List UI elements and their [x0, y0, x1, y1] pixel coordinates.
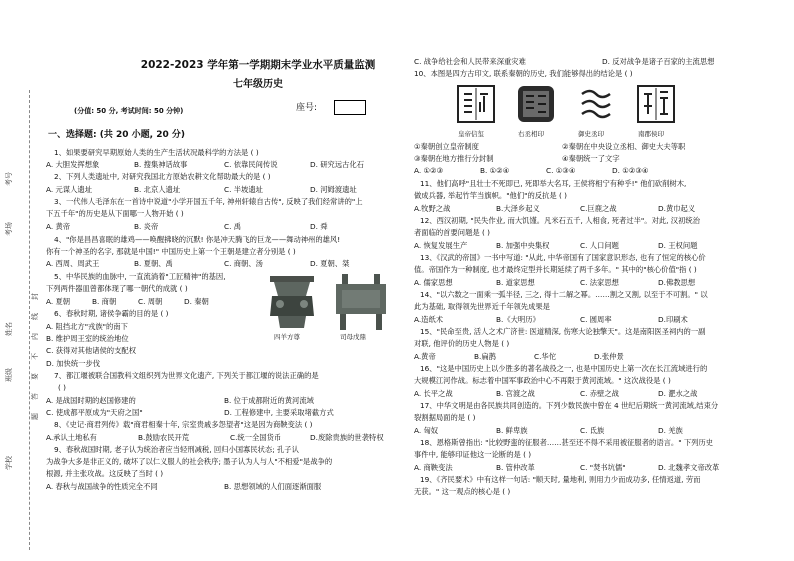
question-4-line2: 你有一个神圣的名字, 那就是中国!" 中国历史上第一个王朝是建立者分别是 ( ) — [46, 247, 296, 256]
q2-option-b: B. 北京人遗址 — [134, 185, 181, 194]
question-16-line1: 16、"这是中国历史上以少胜多的著名战役之一, 也是中国历史上第一次在长江流域进行的 — [420, 364, 708, 373]
question-14-line1: 14、"以六数之一面乘一弧半径, 三之, 得十二解之幂。……割之又割, 以至于不可割。" 以 — [420, 290, 708, 299]
q13-option-a: A. 儒家思想 — [414, 278, 453, 287]
question-11-line1: 11、他们高呼"且壮士不死即已, 死即举大名耳, 王侯将相宁有种乎!" 他们砍削树木, — [420, 179, 687, 188]
question-10: 10、本图是四方古印文, 联系秦朝的历史, 我们能够得出的结论是 ( ) — [414, 69, 633, 78]
seal-caption-1: 皇帝信玺 — [458, 130, 484, 138]
q10-option-d: D. ①②③④ — [612, 166, 649, 175]
q12-option-c: C. 人口问题 — [580, 241, 619, 250]
q16-option-b: B. 官渡之战 — [496, 389, 535, 398]
question-13-line2: 值。帝国作为一种制度, 也才最终定型并长期延续了两千多年。" 其中的"核心价值"指 ( ) — [414, 265, 697, 274]
question-15-line1: 15、"民命至贵, 活人之术广济世: 医道精深, 伤寒大论独擎天"。这是南阳医圣祠内的一副 — [420, 327, 706, 336]
q15-option-c: C.华佗 — [534, 352, 557, 361]
question-18-line1: 18、恩格斯曾指出: "比较野蛮的征服者……甚至还不得不采用被征服者的语言。" 下列历史 — [420, 438, 714, 447]
q16-option-d: D. 淝水之战 — [658, 389, 698, 398]
q16-option-a: A. 长平之战 — [414, 389, 453, 398]
seal-line — [29, 90, 30, 550]
q16-option-c: C. 赤壁之战 — [580, 389, 619, 398]
q13-option-d: D.佛教思想 — [658, 278, 696, 287]
question-9-line1: 9、春秋战国时期, 老子认为统治者应当轻刑减税, 回归小国寡民状态; 孔子认 — [54, 445, 299, 454]
margin-label-school: 学校 — [5, 456, 13, 470]
q17-option-a: A. 匈奴 — [414, 426, 439, 435]
q8-option-b: B.鼓励农民开荒 — [138, 433, 190, 442]
margin-label-exam-no: 考号 — [5, 172, 13, 186]
q1-option-b: B. 搜集神话故事 — [134, 160, 188, 169]
q10-item-3: ③秦朝在地方推行分封制 — [414, 154, 494, 163]
q3-option-a: A. 黄帝 — [46, 222, 71, 231]
question-8: 8、《史记·商君列传》载"商君相秦十年, 宗室贵戚多怨望者"这是因为商鞅变法 ( ) — [54, 420, 313, 429]
q11-option-a: A.牧野之战 — [414, 204, 451, 213]
q12-option-a: A. 恢复发展生产 — [414, 241, 468, 250]
q14-option-d: D.印刷术 — [658, 315, 688, 324]
q10-option-a: A. ①②③ — [414, 166, 444, 175]
q7-option-b: B. 位于成都附近的黄河流域 — [224, 396, 314, 405]
q5-option-c: C. 周朝 — [138, 297, 163, 306]
q7-option-d: D. 工程修建中, 主要采取堵截方式 — [224, 408, 334, 417]
q7-option-a: A. 是战国时期的赵国修建的 — [46, 396, 136, 405]
ritual-bronze-zun-image — [266, 272, 318, 332]
q1-option-a: A. 大胆发挥想象 — [46, 160, 100, 169]
q8-option-c: C.统一全国货币 — [230, 433, 282, 442]
margin-label-class: 班级 — [5, 368, 13, 382]
q18-option-d: D. 北魏孝文帝改革 — [658, 463, 720, 472]
zun-caption: 四羊方尊 — [274, 333, 300, 341]
seal-icon-4 — [636, 84, 676, 124]
q13-option-c: C. 法家思想 — [580, 278, 619, 287]
question-3-line1: 3、一代伟人毛泽东在一首诗中说道"小学开国五千年, 神州轩辕自古传", 反映了我们经常讲的"上 — [54, 197, 363, 206]
q2-option-c: C. 半坡遗址 — [224, 185, 263, 194]
left-column — [44, 0, 402, 500]
q18-option-a: A. 商鞅变法 — [414, 463, 453, 472]
margin-label-must: 要 — [31, 373, 39, 380]
q12-option-d: D. 王权问题 — [658, 241, 698, 250]
q3-option-d: D. 舜 — [310, 222, 328, 231]
question-12-line1: 12、西汉初期, "民失作业, 而大饥馑。凡米石五千, 人相食, 死者过半"。对此, 汉初统治 — [420, 216, 700, 225]
margin-label-line: 线 — [31, 313, 39, 320]
seat-label: 座号: — [296, 103, 318, 113]
q17-option-c: C. 氐族 — [580, 426, 605, 435]
question-7-line1: 7、都江堰被联合国教科文组织列为世界文化遗产, 下列关于都江堰的说法正确的是 — [54, 371, 319, 380]
question-9-line3: 根源, 并主张攻战。这反映了当时 ( ) — [46, 469, 164, 478]
q2-option-a: A. 元谋人遗址 — [46, 185, 92, 194]
q7-option-c: C. 使成都平原成为"天府之国" — [46, 408, 143, 417]
question-11-line2: 做成兵器, 举起竹竿当旗帜。"他们"的反抗是 ( ) — [414, 191, 568, 200]
q11-option-d: D.黄巾起义 — [658, 204, 696, 213]
question-5-line1: 5、中华民族的血脉中, 一直流淌着"工匠精神"的基因, — [54, 272, 226, 281]
q3-option-c: C. 禹 — [224, 222, 242, 231]
q17-option-b: B. 鲜卑族 — [496, 426, 528, 435]
q6-option-a: A. 阻挡北方"戎族"的南下 — [46, 322, 128, 331]
question-14-line2: 此为基础, 取得领先世界近千年领先成果是 — [414, 302, 550, 311]
q9-option-d: D. 反对战争是诸子百家的主流思想 — [602, 57, 715, 66]
q9-option-b: B. 思想领域的人们面逐渐面服 — [224, 482, 322, 491]
question-3-line2: 下五千年"的历史是从下面哪一人物开始 ( ) — [46, 209, 184, 218]
q1-option-d: D. 研究远古化石 — [310, 160, 365, 169]
q10-option-c: C. ①③④ — [546, 166, 576, 175]
q6-option-d: D. 加快统一步伐 — [46, 359, 101, 368]
q14-option-b: B.《大明历》 — [496, 315, 540, 324]
q6-option-b: B. 维护周王室的统治地位 — [46, 334, 129, 343]
q11-option-b: B.大泽乡起义 — [496, 204, 540, 213]
q5-option-b: B. 商朝 — [92, 297, 117, 306]
q18-option-c: C. "焚书坑儒" — [580, 463, 626, 472]
right-column — [412, 0, 787, 500]
binding-margin — [0, 0, 40, 561]
margin-label-not: 不 — [31, 353, 39, 360]
question-4-line1: 4、"你是昌昌喜眠的雄鸡——唤醒拂晓的沉默! 你是冲天腾飞的巨龙——舞动神州的雄风! — [54, 235, 341, 244]
q4-option-a: A. 西周、周武王 — [46, 259, 100, 268]
exam-subject: 七年级历史 — [233, 79, 283, 90]
seal-caption-2: 右丞相印 — [518, 130, 544, 138]
q1-option-c: C. 依靠民间传说 — [224, 160, 278, 169]
question-18-line2: 事件中, 能够印证他这一论断的是 ( ) — [414, 450, 532, 459]
seal-icon-2 — [516, 84, 556, 124]
question-15-line2: 对联, 他评价的历史人物是 ( ) — [414, 339, 510, 348]
question-13-line1: 13、《汉武的帝国》一书中写道: "从此, 中华帝国有了国家意识形态, 也有了恒定的核心价 — [420, 253, 706, 262]
q5-option-d: D. 秦朝 — [184, 297, 209, 306]
score-note: (分值: 50 分, 考试时间: 50 分钟) — [74, 107, 184, 115]
margin-label-name: 姓名 — [5, 322, 13, 336]
question-6: 6、春秋时期, 诸侯争霸的目的是 ( ) — [54, 309, 169, 318]
q14-option-a: A.造纸术 — [414, 315, 444, 324]
q15-option-b: B.扁鹊 — [474, 352, 496, 361]
q2-option-d: D. 河姆渡遗址 — [310, 185, 357, 194]
q11-option-c: C.巨鹿之战 — [580, 204, 617, 213]
q8-option-a: A.承认土地私有 — [46, 433, 97, 442]
question-7-line2: ( ) — [58, 383, 67, 392]
seal-caption-3: 御史丞印 — [578, 130, 604, 138]
question-1: 1、如果要研究早期原始人类的生产生活状况最科学的方法是 ( ) — [54, 148, 259, 157]
q15-option-d: D.张仲景 — [594, 352, 624, 361]
seal-caption-4: 南郡侯印 — [638, 130, 664, 138]
margin-label-exam-room: 考场 — [5, 222, 13, 236]
seal-icon-3 — [576, 84, 616, 124]
q3-option-b: B. 炎帝 — [134, 222, 159, 231]
seal-icon-1 — [456, 84, 496, 124]
q4-option-b: B. 夏朝、禹 — [134, 259, 173, 268]
question-2: 2、下列人类遗址中, 对研究我国北方原始农耕文化帮助最大的是 ( ) — [54, 172, 271, 181]
margin-label-inner: 内 — [31, 333, 39, 340]
q9-option-a: A. 春秋与战国战争的性质完全不同 — [46, 482, 158, 491]
q6-option-c: C. 获得对其他诸侯的支配权 — [46, 346, 136, 355]
margin-label-seal: 封 — [31, 293, 39, 300]
question-5-line2: 下列两件器皿曾都体现了哪一朝代的成就 ( ) — [46, 284, 188, 293]
margin-label-answer: 答 — [31, 393, 39, 400]
q10-item-1: ①秦朝创立皇帝制度 — [414, 142, 479, 151]
q10-item-4: ④秦朝统一了文字 — [562, 154, 620, 163]
exam-title: 2022-2023 学年第一学期期末学业水平质量监测 — [140, 59, 376, 71]
q15-option-a: A.黄帝 — [414, 352, 436, 361]
q10-item-2: ②秦朝在中央设立丞相、御史大夫等职 — [562, 142, 686, 151]
question-19-line1: 19、《齐民要术》中有这样一句话: "顺天时, 量地利, 则用力少而成功多, 任情返道, 劳而 — [420, 475, 701, 484]
margin-label-question: 题 — [31, 413, 39, 420]
q14-option-c: C. 圆周率 — [580, 315, 612, 324]
q5-option-a: A. 夏朝 — [46, 297, 71, 306]
bronze-ding-image — [332, 272, 390, 332]
question-17-line1: 17、中华文明是由各民族共同创造的。下列少数民族中曾在 4 世纪后期统一黄河流域,结束分 — [420, 401, 719, 410]
q18-option-b: B. 管仲改革 — [496, 463, 535, 472]
q8-option-d: D.废除贵族的世袭特权 — [310, 433, 384, 442]
q12-option-b: B. 加强中央集权 — [496, 241, 550, 250]
ding-caption: 司母戊鼎 — [340, 333, 366, 341]
q9-option-c: C. 战争给社会和人民带来深重灾难 — [414, 57, 526, 66]
q13-option-b: B. 道家思想 — [496, 278, 535, 287]
question-16-line2: 大规模江河作战。标志着中国军事政治中心不再限于黄河流域。" 这次战役是 ( ) — [414, 376, 671, 385]
question-12-line2: 者面临的首要问题是 ( ) — [414, 228, 491, 237]
q10-option-b: B. ①②④ — [480, 166, 510, 175]
question-17-line2: 裂割据局面的是 ( ) — [414, 413, 476, 422]
section-heading-choice: 一、选择题: (共 20 小题, 20 分) — [48, 130, 185, 140]
q4-option-c: C. 商朝、汤 — [224, 259, 263, 268]
q4-option-d: D. 夏朝、桀 — [310, 259, 350, 268]
question-19-line2: 无获。" 这一观点的核心是 ( ) — [414, 487, 511, 496]
q17-option-d: D. 羌族 — [658, 426, 683, 435]
question-9-line2: 为战争大多是非正义的, 破坏了以仁义服人的社会秩序; 墨子认为人与人"不相爱"是战争的 — [46, 457, 333, 466]
seat-number-box[interactable] — [334, 100, 366, 115]
